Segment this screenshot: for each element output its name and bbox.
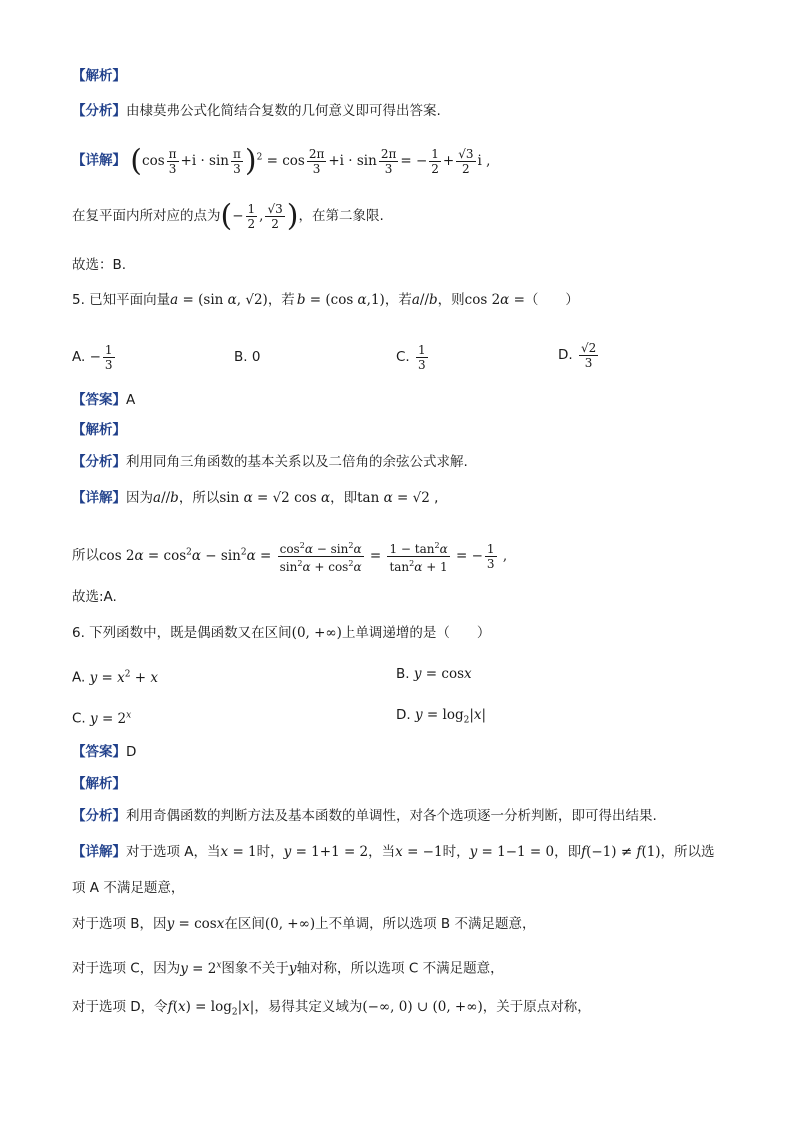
detail-line [72,136,490,182]
q6-option-c: C. $y = 2^x$ [72,710,132,727]
q6-detail-5: 对于选项 D，令$f(x) = \log_2|x|$，易得其定义域为(−∞, 0) ∪ (0, +∞)，关于原点对称， [72,999,591,1018]
point-tail: ，在第二象限. [298,208,384,224]
q6-answer-value: D [126,744,137,760]
q5-detail-2: 所以$\cos 2\alpha = \cos^2\alpha - \sin^2\alpha$ = $\frac{\cos^2\alpha - \sin^2\alpha}{\sin^2\alpha + \cos^2\alpha}$ = $\frac{1 - \tan^2\alpha}{\tan^2\alpha + 1}$ = − $\frac{1}{3}$ , [72,540,508,574]
q5-paren: （ ） [524,292,579,308]
q6-analysis-heading: 【解析】 [72,776,126,792]
q5-option-b: B. 0 [234,349,261,365]
q5-stem-tail: ，则 [437,292,465,308]
q6-detail-3: 对于选项 B，因y = cosx在区间(0, +∞)上不单调，所以选项 B 不满足题意， [72,916,536,932]
q5-choice: 故选:A. [72,589,117,605]
q6-detail-1: 【详解】对于选项 A，当x = 1时，y = 1+1 = 2，当x = −1时，y = 1−1 = 0，即f(−1) ≠ f(1)，所以选 [72,844,715,860]
q6-option-b: B. y = cosx [396,666,472,682]
q5-stem-mid: ，若 [267,292,295,308]
q6-option-a: A. $y = x^2 + x$ [72,669,159,686]
fenxi-text: 由棣莫弗公式化简结合复数的几何意义即可得出答案. [126,103,441,119]
xiangjie-tag: 【详解】 [72,152,126,169]
point-line: 在复平面内所对应的点为(− $\frac{1}{2}$ , $\frac{√3}{2}$ )，在第二象限. [72,198,384,234]
q5-analysis-heading: 【解析】 [72,422,126,438]
q5-fenxi: 【分析】利用同角三角函数的基本关系以及二倍角的余弦公式求解. [72,454,468,470]
q6-answer: 【答案】D [72,744,137,760]
fenxi-tag: 【分析】 [72,103,126,119]
q5-answer: 【答案】A [72,392,136,408]
q6-detail-2: 项 A 不满足题意， [72,880,185,896]
q5-answer-value: A [126,392,136,408]
q6-option-d: D. $y = \log_2|x|$ [396,707,487,726]
q5-stem-prefix: 5. 已知平面向量 [72,292,171,308]
prev-choice: 故选：B. [72,257,127,273]
analysis-line [72,101,441,121]
q5-option-d: D. $\frac{√2}{3}$ [558,341,597,370]
analysis-heading: 【解析】 [72,68,126,84]
q6-fenxi: 【分析】利用奇偶函数的判断方法及基本函数的单调性，对各个选项逐一分析判断，即可得出结果. [72,808,657,824]
detail-formula: (cos $\frac{\pi}{3}$ +i · sin $\frac{\pi}{3}$ )$^2$ = cos $\frac{2\pi}{3}$ +i · sin $\frac{2\pi}{3}$ = − $\frac{1}{2}$ + $\frac{√3}{2}$ i , [130,143,491,178]
q5-option-c: C. $\frac{1}{3}$ [396,343,426,372]
q5-stem: 5. 已知平面向量a = (sin α, √2)，若 b = (cos α,1)，若a//b，则cos 2α =（ ） [72,292,579,308]
q5-detail-1: 【详解】因为a//b，所以sin α = √2 cos α，即tan α = √2 , [72,490,439,506]
q6-stem: 6. 下列函数中，既是偶函数又在区间(0, +∞)上单调递增的是（ ） [72,625,491,641]
point-text: 在复平面内所对应的点为 [72,208,221,224]
q6-detail-4: 对于选项 C，因为$y = 2^x$图象不关于y轴对称，所以选项 C 不满足题意， [72,960,504,977]
q5-option-a: A. − $\frac{1}{3}$ [72,343,113,372]
